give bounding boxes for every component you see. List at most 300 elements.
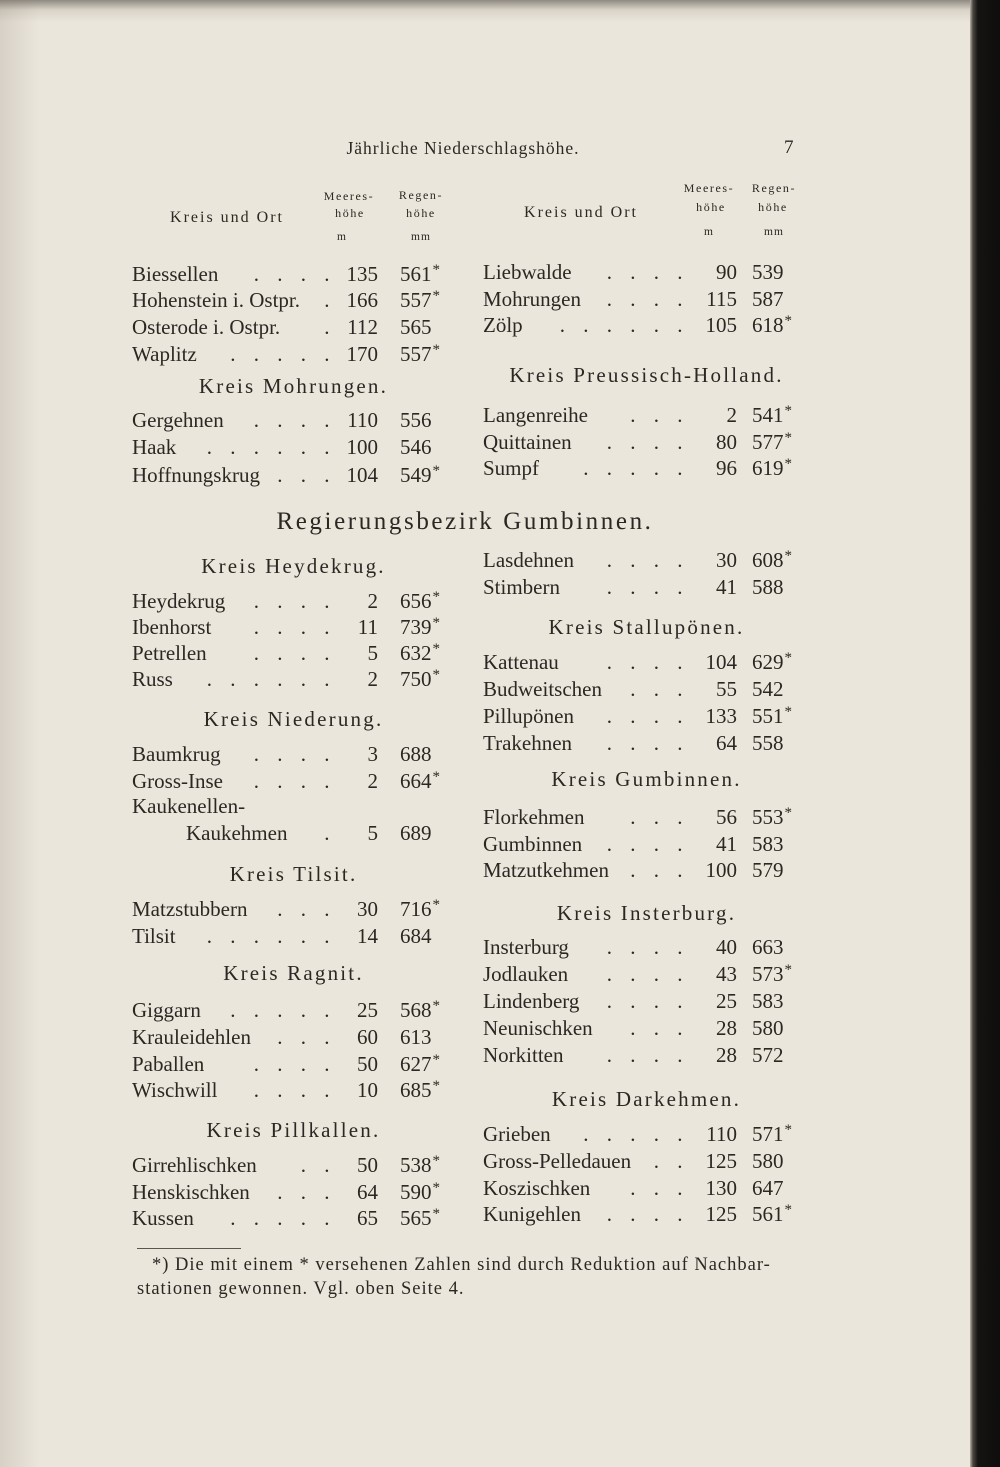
precipitation-value: 565 — [400, 315, 432, 339]
precipitation-value: 583 — [752, 989, 784, 1013]
elevation-value: 112 — [347, 315, 378, 339]
precipitation-cell — [752, 1201, 792, 1228]
station-name-cell — [132, 1205, 336, 1232]
station-row — [132, 1205, 455, 1232]
station-name: Baumkrug — [132, 742, 221, 766]
elevation-value: 96 — [716, 456, 737, 480]
column-header-elevation: Meeres- — [323, 189, 375, 203]
precipitation-cell — [752, 1121, 792, 1148]
leader-dots: . . . . — [606, 260, 689, 284]
column-header-place: Kreis und Ort — [170, 209, 284, 226]
precipitation-cell — [400, 314, 432, 341]
elevation-value: 100 — [346, 435, 378, 459]
elevation-value: 104 — [705, 650, 737, 674]
station-name-cell — [186, 820, 336, 847]
precipitation-cell — [400, 997, 440, 1024]
station-row — [483, 429, 810, 456]
station-name-continuation: Kaukehmen — [186, 821, 288, 845]
reduction-mark: * — [784, 1202, 792, 1218]
leader-dots: . . . — [630, 858, 689, 882]
leader-dots: . . . . — [253, 262, 336, 286]
leader-dots: . . — [653, 1149, 689, 1173]
station-name: Ibenhorst — [132, 615, 212, 639]
station-row — [483, 1042, 810, 1069]
precipitation-value: 627 — [400, 1052, 432, 1076]
precipitation-cell — [752, 804, 792, 831]
reduction-mark: * — [784, 313, 792, 329]
station-row — [483, 934, 810, 961]
kreis-heading: Kreis Ragnit. — [223, 961, 364, 985]
station-row — [132, 923, 455, 950]
reduction-mark: * — [784, 805, 792, 821]
elevation-value: 80 — [716, 430, 737, 454]
reduction-mark: * — [432, 463, 440, 479]
leader-dots: . . . — [277, 897, 336, 921]
station-name: Pillupönen — [483, 704, 575, 728]
precipitation-cell — [752, 259, 784, 286]
reduction-mark: * — [432, 667, 440, 683]
station-name-cell — [483, 259, 689, 286]
leader-dots: . . . . — [606, 1202, 689, 1226]
precipitation-value: 539 — [752, 260, 784, 284]
station-name-cell — [132, 896, 336, 923]
elevation-value: 14 — [357, 924, 378, 948]
leader-dots: . . . — [277, 463, 336, 487]
precipitation-cell — [400, 614, 440, 641]
kreis-heading: Kreis Preussisch-Holland. — [509, 363, 784, 387]
column-header-precipitation-cont: höhe — [406, 206, 436, 220]
precipitation-cell — [752, 1015, 784, 1042]
reduction-mark: * — [432, 342, 440, 358]
station-name: Trakehnen — [483, 731, 573, 755]
precipitation-cell — [400, 588, 440, 615]
elevation-value: 65 — [357, 1206, 378, 1230]
station-name: Gross-Pelledauen — [483, 1149, 632, 1173]
station-name: Matzutkehmen — [483, 858, 609, 882]
leader-dots: . . . . — [606, 430, 689, 454]
station-row — [132, 1024, 455, 1051]
station-name: Hohenstein i. Ostpr. — [132, 288, 300, 312]
column-header-elevation-cont: höhe — [696, 200, 726, 214]
station-name: Liebwalde — [483, 260, 572, 284]
precipitation-value: 579 — [752, 858, 784, 882]
station-row — [483, 1175, 810, 1202]
elevation-value: 5 — [367, 641, 378, 665]
precipitation-value: 590 — [400, 1180, 432, 1204]
footnote-line-2: stationen gewonnen. Vgl. oben Seite 4. — [137, 1279, 465, 1299]
elevation-value: 50 — [357, 1153, 378, 1177]
station-name-cell — [483, 1175, 689, 1202]
precipitation-cell — [400, 768, 440, 795]
station-row — [483, 988, 810, 1015]
reduction-mark: * — [432, 897, 440, 913]
precipitation-value: 546 — [400, 435, 432, 459]
page-number: 7 — [784, 137, 794, 158]
reduction-mark: * — [784, 430, 792, 446]
station-name: Jodlauken — [483, 962, 569, 986]
reduction-mark: * — [432, 998, 440, 1014]
elevation-value: 55 — [716, 677, 737, 701]
precipitation-cell — [400, 407, 432, 434]
elevation-value: 166 — [346, 288, 378, 312]
leader-dots: . . . — [630, 1016, 689, 1040]
kreis-heading: Kreis Pillkallen. — [206, 1118, 381, 1142]
precipitation-value: 608 — [752, 548, 784, 572]
reduction-mark: * — [432, 1206, 440, 1222]
station-name: Budweitschen — [483, 677, 602, 701]
elevation-value: 5 — [367, 821, 378, 845]
elevation-value: 125 — [705, 1149, 737, 1173]
reduction-mark: * — [784, 403, 792, 419]
station-name-cell — [132, 741, 336, 768]
precipitation-cell — [400, 1024, 432, 1051]
precipitation-cell — [752, 988, 784, 1015]
station-row — [483, 1015, 810, 1042]
footnote-line-1: *) Die mit einem * versehenen Zahlen sind durch Reduktion auf Nachbar- — [152, 1255, 771, 1275]
leader-dots: . . . . — [253, 589, 336, 613]
station-row — [483, 703, 810, 730]
elevation-value: 130 — [705, 1176, 737, 1200]
precipitation-value: 561 — [752, 1202, 784, 1226]
column-header-elevation: Meeres- — [683, 181, 735, 195]
kreis-heading: Kreis Darkehmen. — [551, 1087, 742, 1111]
station-name: Biessellen — [132, 262, 219, 286]
precipitation-value: 573 — [752, 962, 784, 986]
station-name: Wischwill — [132, 1078, 218, 1102]
reduction-mark: * — [432, 1153, 440, 1169]
leader-dots: . . . . — [606, 704, 689, 728]
leader-dots: . — [324, 288, 336, 312]
leader-dots: . . . . — [253, 408, 336, 432]
station-row — [132, 741, 455, 768]
station-name: Zölp — [483, 313, 523, 337]
station-name-cell — [483, 1148, 689, 1175]
elevation-value: 28 — [716, 1043, 737, 1067]
station-name: Osterode i. Ostpr. — [132, 315, 281, 339]
station-row — [483, 402, 810, 429]
precipitation-cell — [752, 455, 792, 482]
elevation-value: 100 — [705, 858, 737, 882]
precipitation-value: 647 — [752, 1176, 784, 1200]
column-header-place: Kreis und Ort — [524, 204, 638, 221]
station-row — [483, 649, 810, 676]
leader-dots: . . . . — [606, 575, 689, 599]
precipitation-value: 541 — [752, 403, 784, 427]
station-name-cell — [483, 402, 689, 429]
station-name: Florkehmen — [483, 805, 585, 829]
reduction-mark: * — [784, 962, 792, 978]
station-row-continuation — [132, 820, 455, 847]
column-header-precipitation: Regen- — [398, 188, 444, 202]
reduction-mark: * — [432, 1180, 440, 1196]
leader-dots: . . . . . — [583, 1122, 689, 1146]
leader-dots: . . . . . — [230, 1206, 336, 1230]
leader-dots: . . . — [277, 1180, 336, 1204]
column-header-elevation-unit: m — [337, 231, 347, 243]
elevation-value: 2 — [367, 769, 378, 793]
precipitation-value: 685 — [400, 1078, 432, 1102]
station-name: Hoffnungskrug — [132, 463, 260, 487]
station-name-cell — [132, 614, 336, 641]
precipitation-cell — [752, 1148, 784, 1175]
precipitation-cell — [400, 741, 432, 768]
elevation-value: 60 — [357, 1025, 378, 1049]
station-name: Waplitz — [132, 342, 197, 366]
station-name-cell — [132, 1051, 336, 1078]
station-name-cell — [483, 676, 689, 703]
running-title: Jährliche Niederschlagshöhe. — [346, 138, 580, 158]
precipitation-value: 619 — [752, 456, 784, 480]
reduction-mark: * — [784, 704, 792, 720]
elevation-value: 104 — [346, 463, 378, 487]
station-name: Kunigehlen — [483, 1202, 581, 1226]
station-name: Lasdehnen — [483, 548, 574, 572]
station-name-cell — [132, 588, 336, 615]
leader-dots: . . . . — [253, 742, 336, 766]
station-row — [483, 961, 810, 988]
station-row — [132, 588, 455, 615]
station-row — [132, 261, 455, 288]
precipitation-cell — [752, 1175, 784, 1202]
station-row — [132, 287, 455, 314]
kreis-heading: Kreis Tilsit. — [229, 862, 358, 886]
precipitation-value: 656 — [400, 589, 432, 613]
station-row — [132, 462, 455, 489]
precipitation-value: 739 — [400, 615, 432, 639]
precipitation-value: 571 — [752, 1122, 784, 1146]
station-name-cell — [483, 312, 689, 339]
station-row — [132, 1179, 455, 1206]
leader-dots: . . . — [630, 1176, 689, 1200]
elevation-value: 110 — [347, 408, 378, 432]
station-row — [132, 997, 455, 1024]
leader-dots: . . . — [630, 403, 689, 427]
station-name-cell — [132, 640, 336, 667]
station-name-cell — [483, 286, 689, 313]
elevation-value: 64 — [716, 731, 737, 755]
precipitation-cell — [400, 923, 432, 950]
elevation-value: 25 — [716, 989, 737, 1013]
reduction-mark: * — [784, 456, 792, 472]
station-name: Insterburg — [483, 935, 569, 959]
precipitation-cell — [400, 1051, 440, 1078]
station-row — [483, 574, 810, 601]
precipitation-value: 557 — [400, 342, 432, 366]
precipitation-value: 580 — [752, 1016, 784, 1040]
kreis-heading: Kreis Heydekrug. — [201, 554, 386, 578]
station-name-cell — [132, 1024, 336, 1051]
station-name-cell — [483, 961, 689, 988]
station-row — [483, 857, 810, 884]
station-name: Mohrungen — [483, 287, 581, 311]
elevation-value: 133 — [705, 704, 737, 728]
elevation-value: 25 — [357, 998, 378, 1022]
station-name: Koszischken — [483, 1176, 591, 1200]
precipitation-cell — [400, 287, 440, 314]
station-name: Norkitten — [483, 1043, 564, 1067]
station-name-cell — [483, 1121, 689, 1148]
elevation-value: 11 — [357, 615, 378, 639]
precipitation-cell — [400, 1152, 440, 1179]
station-name-cell — [483, 1201, 689, 1228]
elevation-value: 10 — [357, 1078, 378, 1102]
column-header-elevation-cont: höhe — [335, 206, 365, 220]
precipitation-cell — [752, 730, 784, 757]
precipitation-value: 558 — [752, 731, 784, 755]
station-row — [132, 896, 455, 923]
station-row — [483, 831, 810, 858]
leader-dots: . . . . . — [230, 342, 336, 366]
leader-dots: . . . . . — [230, 998, 336, 1022]
elevation-value: 30 — [716, 548, 737, 572]
elevation-value: 2 — [367, 667, 378, 691]
leader-dots: . . . . — [253, 615, 336, 639]
station-name: Heydekrug — [132, 589, 226, 613]
station-row — [483, 1121, 810, 1148]
elevation-value: 110 — [706, 1122, 737, 1146]
precipitation-value: 629 — [752, 650, 784, 674]
precipitation-cell — [752, 934, 784, 961]
station-name-cell — [132, 261, 336, 288]
station-name-cell — [132, 434, 336, 461]
reduction-mark: * — [432, 641, 440, 657]
station-row — [132, 407, 455, 434]
column-header-precipitation-unit: mm — [764, 226, 784, 238]
precipitation-value: 583 — [752, 832, 784, 856]
precipitation-value: 588 — [752, 575, 784, 599]
leader-dots: . . . — [277, 1025, 336, 1049]
precipitation-cell — [752, 402, 792, 429]
precipitation-value: 750 — [400, 667, 432, 691]
precipitation-value: 577 — [752, 430, 784, 454]
station-name-cell — [132, 923, 336, 950]
precipitation-value: 684 — [400, 924, 432, 948]
precipitation-cell — [400, 261, 440, 288]
precipitation-value: 572 — [752, 1043, 784, 1067]
column-header-precipitation: Regen- — [751, 181, 797, 195]
precipitation-cell — [400, 1205, 440, 1232]
station-name-cell — [132, 793, 336, 820]
precipitation-value: 688 — [400, 742, 432, 766]
station-row — [132, 666, 455, 693]
precipitation-cell — [400, 820, 432, 847]
station-row — [132, 1152, 455, 1179]
reduction-mark: * — [784, 548, 792, 564]
elevation-value: 2 — [726, 403, 737, 427]
elevation-value: 90 — [716, 260, 737, 284]
station-name: Henskischken — [132, 1180, 250, 1204]
elevation-value: 43 — [716, 962, 737, 986]
precipitation-value: 556 — [400, 408, 432, 432]
precipitation-cell — [752, 857, 784, 884]
precipitation-value: 542 — [752, 677, 784, 701]
station-name-cell — [132, 462, 336, 489]
station-name-cell — [483, 831, 689, 858]
elevation-value: 170 — [346, 342, 378, 366]
precipitation-value: 663 — [752, 935, 784, 959]
kreis-heading: Kreis Niederung. — [203, 707, 384, 731]
station-name-cell — [132, 1179, 336, 1206]
station-name: Kaukenellen- — [132, 794, 246, 818]
station-name: Gergehnen — [132, 408, 224, 432]
precipitation-cell — [752, 574, 784, 601]
precipitation-value: 561 — [400, 262, 432, 286]
station-name-cell — [132, 314, 336, 341]
station-name: Giggarn — [132, 998, 201, 1022]
leader-dots: . . . . — [606, 962, 689, 986]
elevation-value: 41 — [716, 575, 737, 599]
station-name: Grieben — [483, 1122, 551, 1146]
station-name: Sumpf — [483, 456, 540, 480]
leader-dots: . — [324, 821, 336, 845]
station-row — [483, 312, 810, 339]
station-row — [483, 455, 810, 482]
station-name-cell — [483, 988, 689, 1015]
precipitation-value: 689 — [400, 821, 432, 845]
leader-dots: . . . . — [606, 731, 689, 755]
station-name-cell — [483, 857, 689, 884]
leader-dots: . . — [300, 1153, 336, 1177]
station-name: Lindenberg — [483, 989, 580, 1013]
station-name-cell — [483, 730, 689, 757]
station-name: Petrellen — [132, 641, 207, 665]
elevation-value: 125 — [705, 1202, 737, 1226]
elevation-value: 40 — [716, 935, 737, 959]
elevation-value: 115 — [706, 287, 737, 311]
station-name-cell — [483, 804, 689, 831]
station-row — [483, 804, 810, 831]
station-row — [483, 259, 810, 286]
column-header-elevation-unit: m — [704, 226, 714, 238]
precipitation-cell — [400, 341, 440, 368]
precipitation-value: 664 — [400, 769, 432, 793]
station-name: Langenreihe — [483, 403, 588, 427]
station-name-cell — [483, 703, 689, 730]
leader-dots: . . . . — [253, 641, 336, 665]
precipitation-value: 549 — [400, 463, 432, 487]
station-name-cell — [132, 768, 336, 795]
leader-dots: . . . . — [606, 650, 689, 674]
precipitation-value: 553 — [752, 805, 784, 829]
leader-dots: . . . . — [606, 1043, 689, 1067]
station-row — [132, 793, 455, 847]
leader-dots: . . . . . . — [206, 667, 336, 691]
elevation-value: 135 — [346, 262, 378, 286]
precipitation-value: 557 — [400, 288, 432, 312]
elevation-value: 105 — [705, 313, 737, 337]
precipitation-cell — [752, 547, 792, 574]
leader-dots: . . . . — [606, 989, 689, 1013]
station-name: Quittainen — [483, 430, 572, 454]
leader-dots: . — [324, 315, 336, 339]
precipitation-cell — [400, 666, 440, 693]
reduction-mark: * — [432, 262, 440, 278]
station-name: Russ — [132, 667, 173, 691]
station-name-cell — [483, 649, 689, 676]
precipitation-cell — [752, 312, 792, 339]
station-name: Kussen — [132, 1206, 194, 1230]
elevation-value: 30 — [357, 897, 378, 921]
leader-dots: . . . — [630, 677, 689, 701]
column-header-precipitation-cont: höhe — [758, 200, 788, 214]
reduction-mark: * — [432, 615, 440, 631]
station-name-cell — [483, 547, 689, 574]
elevation-value: 50 — [357, 1052, 378, 1076]
leader-dots: . . . . — [606, 548, 689, 572]
precipitation-cell — [400, 462, 440, 489]
elevation-value: 56 — [716, 805, 737, 829]
reduction-mark: * — [784, 650, 792, 666]
